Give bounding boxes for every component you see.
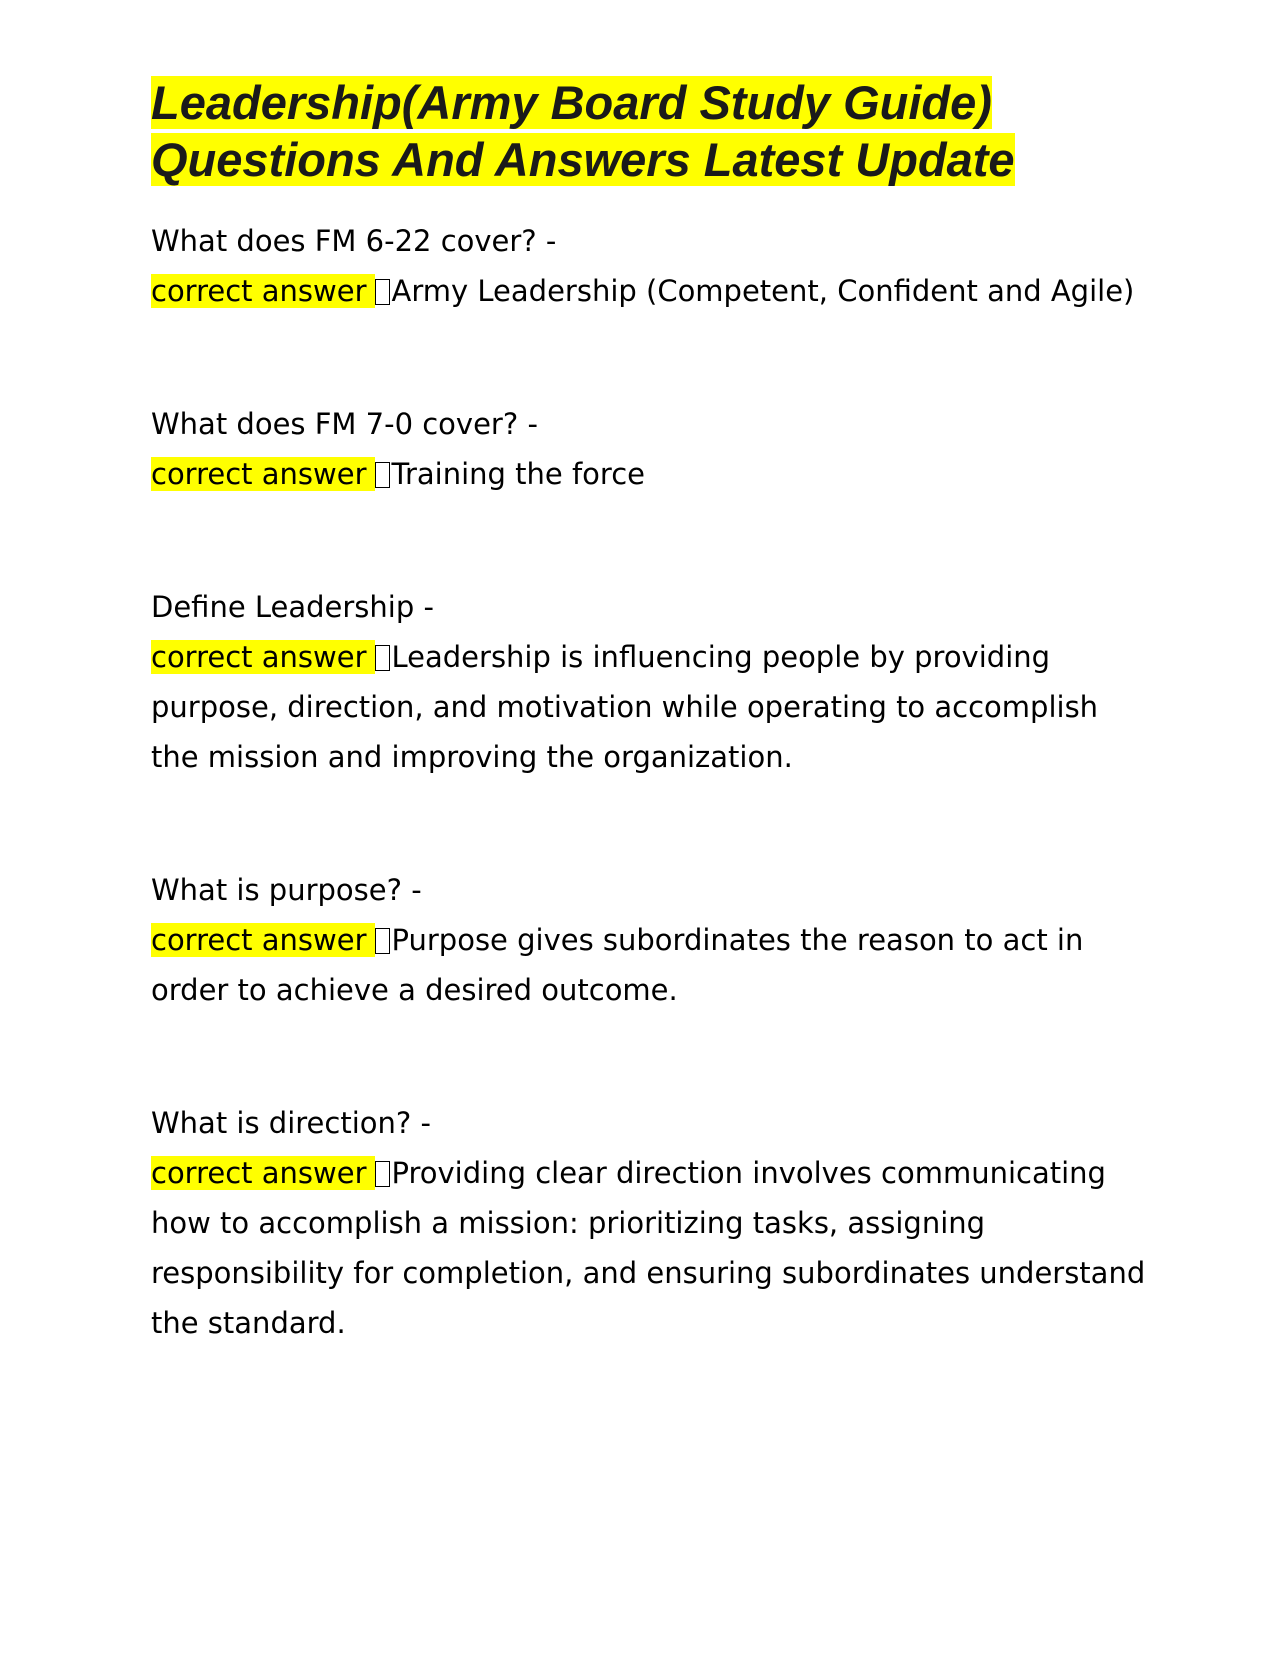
- question-text: What does FM 6-22 cover? -: [151, 224, 557, 258]
- title-line-2: Questions And Answers Latest Update: [151, 133, 1015, 186]
- question-text: What is direction? -: [151, 1106, 431, 1140]
- qa-item: [151, 216, 1151, 316]
- answer-text: Leadership is influencing people by providing purpose, direction, and motivation while operating to accomplish the mission and improving the organization.: [151, 640, 1099, 774]
- missing-glyph-box-icon: [375, 462, 390, 488]
- title-line-1: Leadership(Army Board Study Guide): [151, 76, 992, 129]
- missing-glyph-box-icon: [375, 279, 390, 305]
- answer-text: Purpose gives subordinates the reason to act in order to achieve a desired outcome.: [151, 923, 1084, 1007]
- missing-glyph-box-icon: [375, 1161, 390, 1187]
- answer-text: Training the force: [391, 457, 645, 491]
- document-page: [151, 74, 1151, 1431]
- answer-text: Army Leadership (Competent, Confident and Agile): [391, 274, 1135, 308]
- qa-item: [151, 582, 1151, 782]
- document-title: [151, 74, 1151, 188]
- correct-answer-label: correct answer: [151, 1156, 375, 1190]
- correct-answer-label: correct answer: [151, 274, 375, 308]
- missing-glyph-box-icon: [375, 645, 390, 671]
- correct-answer-label: correct answer: [151, 457, 375, 491]
- missing-glyph-box-icon: [375, 928, 390, 954]
- correct-answer-label: correct answer: [151, 923, 375, 957]
- question-text: Define Leadership -: [151, 590, 434, 624]
- question-text: What is purpose? -: [151, 873, 422, 907]
- qa-list: [151, 216, 1151, 1348]
- correct-answer-label: correct answer: [151, 640, 375, 674]
- question-text: What does FM 7-0 cover? -: [151, 407, 538, 441]
- qa-item: [151, 399, 1151, 499]
- qa-item: [151, 865, 1151, 1015]
- qa-item: [151, 1098, 1151, 1348]
- answer-text: Providing clear direction involves communicating how to accomplish a mission: prioritizing tasks, assigning responsibility for completion, and ensuring subordinates understand the standard.: [151, 1156, 1146, 1340]
